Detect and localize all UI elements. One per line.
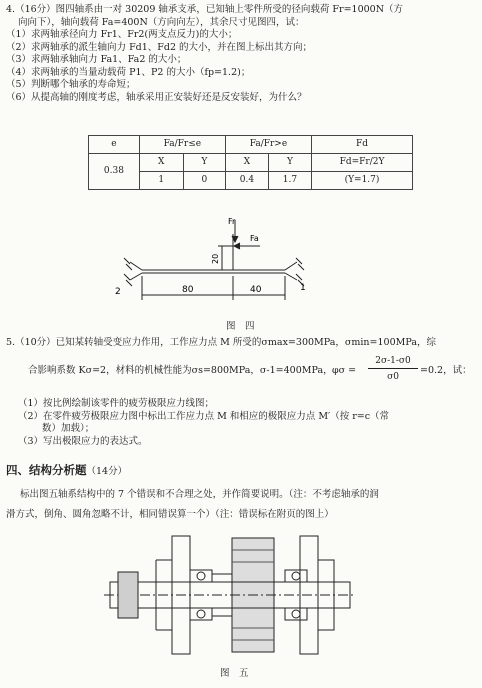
ball — [197, 572, 205, 580]
fa-arrow-head — [234, 243, 240, 249]
table-cell: Y — [183, 154, 225, 172]
table-cell: X — [139, 154, 183, 172]
section-points: （14分） — [86, 466, 128, 477]
ball — [197, 610, 205, 618]
q5-item: 数）加载）； — [42, 423, 95, 435]
formula-denominator: σ0 — [387, 372, 399, 382]
sleeve — [212, 574, 232, 582]
table-header-cell: e — [89, 136, 140, 154]
fa-label: Fa — [250, 234, 259, 243]
table-cell: 0.38 — [89, 154, 140, 190]
q4-item: （2）求两轴承的派生轴向力 Fd1、Fd2 的大小，并在图上标出其方向； — [6, 41, 313, 53]
section-4-line: 标出图五轴系结构中的 7 个错误和不合理之处，并作简要说明。（注：不考虑轴承的润 — [20, 489, 379, 500]
table-cell: (Y=1.7) — [311, 172, 412, 190]
table-cell: 1 — [139, 172, 183, 190]
figure-5-caption: 图 五 — [220, 668, 249, 679]
q5-line: 合影响系数 Kσ=2，材料的机械性能为σs=800MPa，σ-1=400MPa， — [28, 365, 333, 376]
table-cell: 0.4 — [225, 172, 268, 190]
table-cell: 1.7 — [268, 172, 311, 190]
q4-line: 4.（16分）图四轴系由一对 30209 轴承支承，已知轴上零件所受的径向载荷 Fr=1000N（方 — [6, 4, 404, 15]
q5-item: （1）按比例绘制该零件的疲劳极限应力线图； — [18, 398, 215, 409]
q5-item: （3）写出极限应力的表达式。 — [18, 435, 148, 447]
table-row — [89, 154, 413, 172]
table-row — [89, 136, 413, 154]
q4-item: （4）求两轴承的当量动载荷 P1、P2 的大小（fp=1.2)； — [6, 66, 251, 78]
figure-5-diagram — [100, 530, 360, 660]
section-4-heading — [6, 463, 127, 479]
table-header-cell: Fa/Fr>e — [225, 136, 311, 154]
ball — [292, 572, 300, 580]
bearing-factor-table — [88, 135, 413, 190]
table-cell: Fd=Fr/2Y — [311, 154, 412, 172]
fr-label: Fr — [228, 217, 236, 226]
bearing-1 — [285, 262, 297, 280]
formula-numerator: 2σ-1-σ0 — [368, 356, 418, 369]
bearing-1-label: 1 — [300, 283, 306, 293]
q4-item: （6）从提高轴的刚度考虑，轴承采用正安装好还是反安装好，为什么？ — [6, 91, 307, 103]
bearing-1-hatch — [296, 258, 304, 286]
q4-item: （3）求两轴承轴向力 Fa1、Fa2 的大小； — [6, 54, 187, 66]
bearing-2 — [130, 262, 142, 280]
bearing-2-label: 2 — [115, 287, 121, 297]
q5-items — [6, 398, 476, 448]
sleeve — [212, 608, 232, 616]
q4-item: （1）求两轴承径向力 Fr1、Fr2(两支点反力)的大小； — [6, 29, 238, 41]
table-header-cell: Fa/Fr≤e — [139, 136, 225, 154]
figure-4-diagram — [110, 210, 310, 310]
q5-line: =0.2，试： — [420, 365, 472, 376]
table-header-cell: Fd — [311, 136, 412, 154]
table-cell: Y — [268, 154, 311, 172]
ball — [292, 610, 300, 618]
q5-phi: φσ = — [332, 365, 357, 376]
table-cell: 0 — [183, 172, 225, 190]
section-4-line: 滑方式，倒角、圆角忽略不计，相同错误算一个）（注：错误标在附页的图上） — [6, 509, 334, 520]
q5-item: （2）在零件疲劳极限应力图中标出工作应力点 M 和相应的极限应力点 M′（按 r=c（常 — [18, 410, 390, 422]
q4-item: （5）判断哪个轴承的寿命短； — [6, 79, 136, 91]
question-4 — [6, 4, 476, 104]
dim-80-label: 80 — [182, 285, 194, 295]
q5-line: 5.（10分）已知某转轴受变应力作用，工作应力点 M 所受的σmax=300MPa，σmin=100MPa，综 — [6, 337, 436, 348]
dim-20-label: 20 — [211, 253, 220, 264]
section-title: 四、结构分析题 — [6, 463, 87, 477]
dim-40-label: 40 — [250, 285, 262, 295]
coupling — [118, 572, 138, 618]
table-cell: X — [225, 154, 268, 172]
q4-line: 向向下），轴向载荷 Fa=400N（方向向左），其余尺寸见图四，试： — [18, 16, 305, 28]
figure-4-caption: 图 四 — [226, 321, 255, 332]
